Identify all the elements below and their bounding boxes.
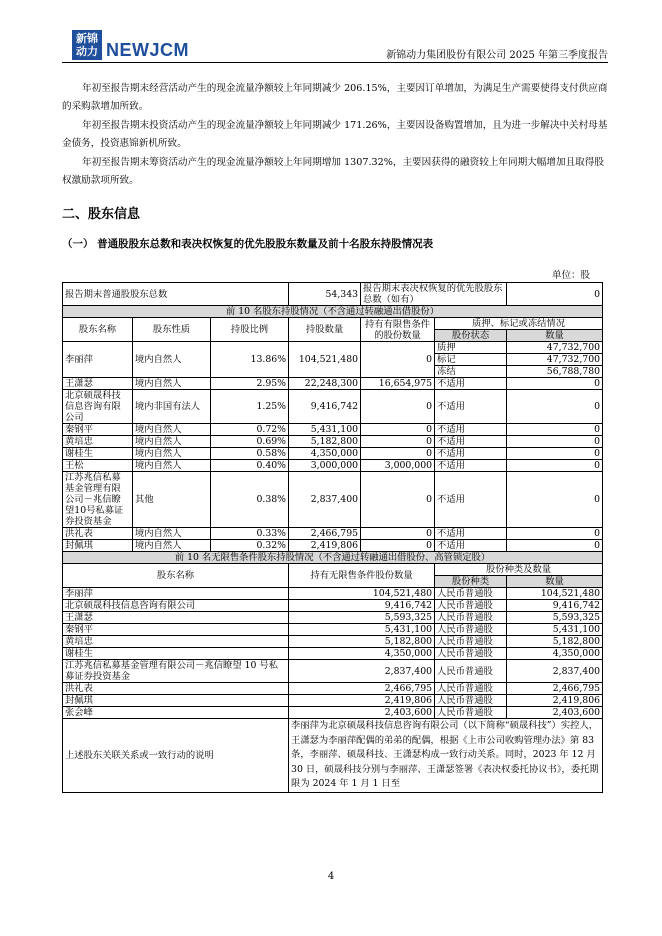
- col-header-nature: 股东性质: [133, 318, 211, 342]
- table-row: 王潇瑟 境内自然人 2.95% 22,248,300 16,654,975 不适用 0: [63, 378, 603, 390]
- paragraph-financing: 年初至报告期末筹资活动产生的现金流量净额较上年同期增加 1307.32%，主要因获得的融资较上年同期大幅增加且取得股权激励款项所致。: [62, 157, 604, 186]
- table-row: 秦钢平 5,431,100 人民币普通股 5,431,100: [63, 624, 603, 636]
- table-row: 洪礼表 2,466,795 人民币普通股 2,466,795: [63, 683, 603, 695]
- col-header-ratio: 持股比例: [211, 318, 289, 342]
- unit-label: 单位：股: [551, 270, 590, 281]
- col-header-qty: 持股数量: [289, 318, 361, 342]
- table-row: 封佩琪 境内自然人 0.32% 2,419,806 0 不适用 0: [63, 540, 603, 552]
- page-header: [70, 30, 608, 66]
- table-row: 黄培忠 境内自然人 0.69% 5,182,800 0 不适用 0: [63, 436, 603, 448]
- unrestricted-header-count: 数量: [507, 576, 603, 588]
- col-header-name: 股东名称: [63, 318, 133, 342]
- top10-title: 前 10 名股东持股情况（不含通过转融通出借股份）: [63, 306, 603, 318]
- table-row: 江苏兆信私募基金管理有限公司－兆信瞭望 10 号私募证券投资基金 2,837,400 人民币普通股 2,837,400: [63, 660, 603, 683]
- table-row: 秦钢平 境内自然人 0.72% 5,431,100 0 不适用 0: [63, 424, 603, 436]
- unrestricted-header-group: 股份种类及数量: [435, 564, 603, 576]
- pref-holders-label: 报告期末表决权恢复的优先股股东总数（如有）: [361, 283, 507, 306]
- table-row: 王潇瑟 5,593,325 人民币普通股 5,593,325: [63, 612, 603, 624]
- shareholder-table: 报告期末普通股股东总数 54,343 报告期末表决权恢复的优先股股东总数（如有） 0 前 10 名股东持股情况（不含通过转融通出借股份） 股东名称 股东性质 持股比例 持股数量 持有有限售条件的股份数量 质押、标记或冻结情况 股份状态 数量 李丽萍 境内自然人 13.86% 104,521,480 0 质押 47,732,700 标记 47,732,700 冻结 56,788,780 王潇瑟 境内自然人 2.95% 22,248,300 16,654,975 不适用 0 北京硕晟科技信息咨询有限公司 境内非国有法人 1.25% 9,416,742 0 不适用 0 秦钢平 境内自然人 0.72% 5,431,100 0 不适用 0 黄培忠 境内自然人 0.69% 5,182,800 0 不适用 0 谢桂生 境内自然人 0.58% 4,350,000 0 不适用 0 王松 境内自然人 0.40% 3,000,000 3,000,000 不适用 0 江苏兆信私募基金管理有限公司－兆信瞭望10号私募证券投资基金 其他 0.38% 2,837,400 0 不适用 0 洪礼表 境内自然人 0.33% 2,466,795 0 不适用 0 封佩琪 境内自然人 0.32% 2,419,806 0 不适用 0 前 10 名无限售条件股东持股情况（不含通过转融通出借股份、高管锁定股） 股东名称 持有无限售条件股份数量 股份种类及数量 股份种类 数量 李丽萍 104,521,480 人民币普通股 104,521,480 北京硕晟科技信息咨询有限公司 9,416,742 人民币普通股 9,416,742 王潇瑟 5,593,325 人民币普通股 5,593,325 秦钢平 5,431,100 人民币普通股 5,431,100 黄培忠 5,182,800 人民币普通股 5,182,800 谢桂生 4,350,000 人民币普通股 4,350,000 江苏兆信私募基金管理有限公司－兆信瞭望 10 号私募证券投资基金 2,837,400 人民币普通股 2,837,400 洪礼表 2,466,795 人民币普通股 2,466,795 封佩琪 2,419,806 人民币普通股 2,419,806 张会峰 2,403,600 人民币普通股 2,403,600 上述股东关联关系或一致行动的说明 李丽萍为北京硕晟科技信息咨询有限公司（以下简称“硕晟科技”）实控人，王潇瑟为李丽萍配偶的弟弟的配偶，根据《上市公司收购管理办法》第 83 条，李丽萍、硕晟科技、王潇瑟构成一致行动关系。同时，2023 年 12 月 30 日，硕晟科技分别与李丽萍、王潇瑟签署《表决权委托协议书》，委托期限为 2024 年 1 月 1 日至: [62, 282, 603, 793]
- relation-label: 上述股东关联关系或一致行动的说明: [63, 719, 289, 793]
- table-row: 谢桂生 4,350,000 人民币普通股 4,350,000: [63, 648, 603, 660]
- col-header-restricted: 持有有限售条件的股份数量: [361, 318, 435, 342]
- relation-text: 李丽萍为北京硕晟科技信息咨询有限公司（以下简称“硕晟科技”）实控人，王潇瑟为李丽萍配偶的弟弟的配偶，根据《上市公司收购管理办法》第 83 条，李丽萍、硕晟科技、王潇瑟构成一致行动关系。同时，2023 年 12 月 30 日，硕晟科技分别与李丽萍、王潇瑟签署《表决权委托协议书》，委托期限为 2024 年 1 月 1 日至: [289, 719, 603, 793]
- table-row: 黄培忠 5,182,800 人民币普通股 5,182,800: [63, 636, 603, 648]
- table-row: 封佩琪 2,419,806 人民币普通股 2,419,806: [63, 695, 603, 707]
- unrestricted-header-type: 股份种类: [435, 576, 507, 588]
- common-holders-label: 报告期末普通股股东总数: [63, 283, 289, 306]
- unrestricted-header-name: 股东名称: [63, 564, 289, 588]
- pref-holders-value: 0: [507, 283, 603, 306]
- logo-text: NEWJCM: [106, 40, 189, 60]
- unrestricted-title: 前 10 名无限售条件股东持股情况（不含通过转融通出借股份、高管锁定股）: [63, 552, 603, 564]
- table-row: 谢桂生 境内自然人 0.58% 4,350,000 0 不适用 0: [63, 448, 603, 460]
- header-divider: [62, 62, 608, 63]
- unrestricted-header-qty: 持有无限售条件股份数量: [289, 564, 435, 588]
- table-row: 北京硕晟科技信息咨询有限公司 境内非国有法人 1.25% 9,416,742 0 不适用 0: [63, 390, 603, 424]
- paragraph-operating: 年初至报告期末经营活动产生的现金流量净额较上年同期减少 206.15%，主要因订单增加，为满足生产需要使得支付供应商的采购款增加所致。: [62, 83, 608, 112]
- table-row: 王松 境内自然人 0.40% 3,000,000 3,000,000 不适用 0: [63, 460, 603, 472]
- common-holders-value: 54,343: [289, 283, 361, 306]
- table-row: 张会峰 2,403,600 人民币普通股 2,403,600: [63, 707, 603, 719]
- header-title: 新锦动力集团股份有限公司 2025 年第三季度报告: [386, 50, 608, 61]
- company-logo-icon: 新锦动力: [72, 30, 102, 60]
- relation-row: [63, 719, 603, 793]
- col-header-count: 数量: [507, 330, 603, 342]
- table-row: 李丽萍 104,521,480 人民币普通股 104,521,480: [63, 588, 603, 600]
- page-number: 4: [327, 871, 335, 882]
- col-header-pledge-group: 质押、标记或冻结情况: [435, 318, 603, 330]
- subsection-title: （一） 普通股股东总数和表决权恢复的优先股股东数量及前十名股东持股情况表: [62, 238, 434, 250]
- table-row: 江苏兆信私募基金管理有限公司－兆信瞭望10号私募证券投资基金 其他 0.38% 2,837,400 0 不适用 0: [63, 472, 603, 528]
- table-row: 李丽萍 境内自然人 13.86% 104,521,480 0 质押 47,732,700: [63, 342, 603, 354]
- summary-row: [63, 283, 603, 306]
- table-row: 北京硕晟科技信息咨询有限公司 9,416,742 人民币普通股 9,416,742: [63, 600, 603, 612]
- section-title: 二、股东信息: [62, 207, 141, 222]
- col-header-status: 股份状态: [435, 330, 507, 342]
- table-row: 洪礼表 境内自然人 0.33% 2,466,795 0 不适用 0: [63, 528, 603, 540]
- paragraph-investing: 年初至报告期末投资活动产生的现金流量净额较上年同期减少 171.26%，主要因设备购置增加，且为进一步解决中关村母基金债务，投资惠锦新机所致。: [62, 120, 608, 149]
